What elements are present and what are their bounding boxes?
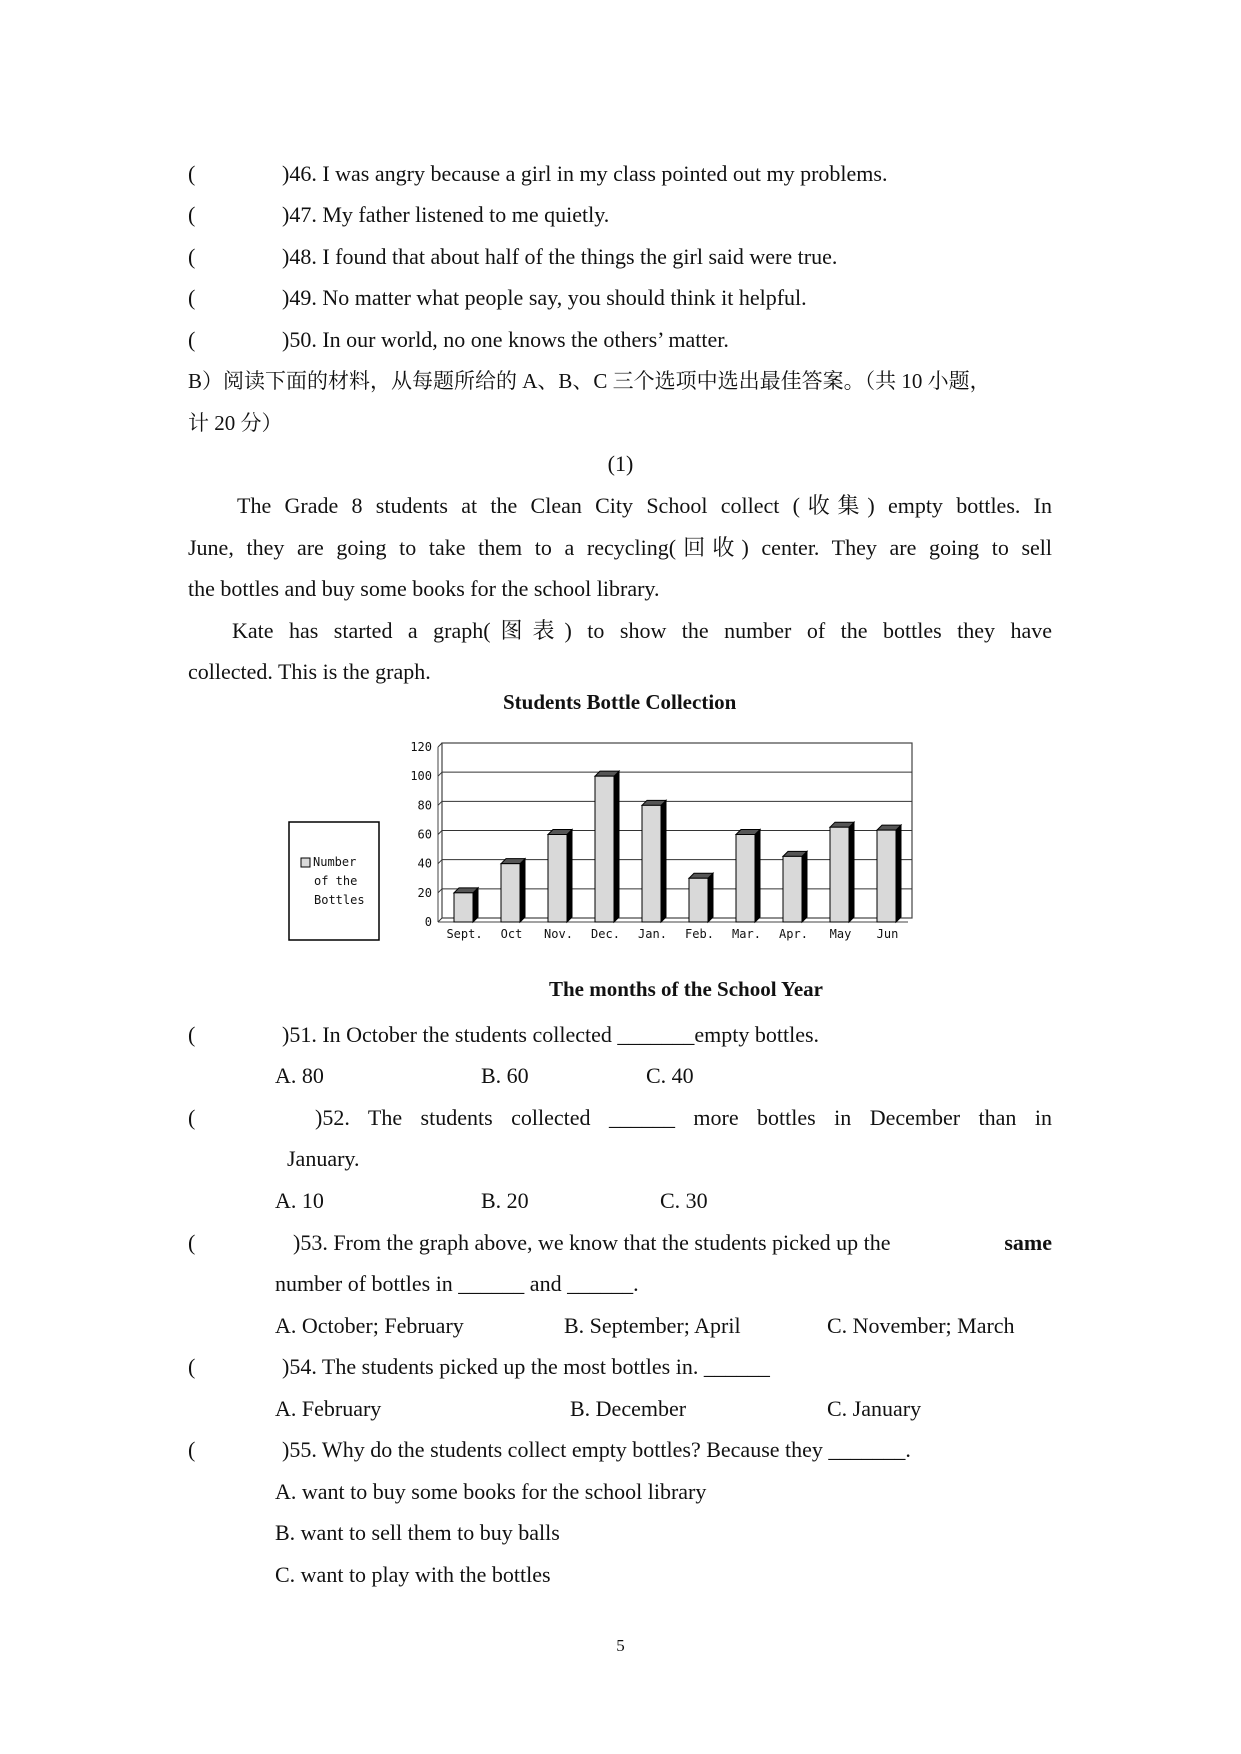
answer-paren: ( — [188, 161, 196, 186]
q55-option-c: C. want to play with the bottles — [275, 1562, 551, 1587]
bar-top — [830, 822, 854, 827]
q53-option-b: B. September; April — [564, 1313, 741, 1338]
x-tick-label: Dec. — [591, 927, 620, 941]
x-tick-label: May — [829, 927, 852, 941]
bar-chart — [280, 730, 920, 950]
q51-option-b: B. 60 — [481, 1063, 529, 1088]
bar-side — [708, 873, 713, 922]
chart-x-axis-label: The months of the School Year — [549, 977, 823, 1001]
question-51: )51. In October the students collected _______empty bottles. — [282, 1022, 820, 1047]
bar-side — [661, 800, 666, 922]
passage-number: (1) — [607, 451, 634, 476]
x-tick-label: Nov. — [544, 927, 573, 941]
question-50: )50. In our world, no one knows the others’ matter. — [282, 327, 729, 352]
gridline-connector — [438, 918, 442, 922]
bar-side — [849, 822, 854, 922]
q54-option-b: B. December — [570, 1396, 687, 1421]
bar-side — [473, 888, 478, 922]
bar — [642, 805, 661, 922]
question-52-cont: January. — [287, 1146, 360, 1171]
passage-p1-line2: June, they are going to take them to a recycling(回收) center. They are going to sell — [188, 535, 1052, 560]
q51-option-a: A. 80 — [275, 1063, 324, 1088]
bar-side — [896, 825, 901, 922]
answer-paren: ( — [188, 244, 196, 269]
bar-top — [689, 873, 713, 878]
bar — [501, 864, 520, 922]
q55-option-a: A. want to buy some books for the school library — [275, 1479, 707, 1504]
q51-option-c: C. 40 — [646, 1063, 694, 1088]
x-tick-label: Apr. — [779, 927, 808, 941]
section-b-instructions-line2: 计 20 分） — [188, 411, 283, 435]
y-tick-label: 80 — [417, 798, 432, 813]
question-53-cont: number of bottles in ______ and ______. — [275, 1271, 639, 1296]
passage-p1-line3: the bottles and buy some books for the school library. — [188, 576, 660, 601]
legend-label-line3: Bottles — [314, 893, 365, 907]
bar-top — [501, 859, 525, 864]
bar — [877, 830, 896, 922]
answer-paren: ( — [188, 1354, 196, 1379]
y-tick-label: 40 — [417, 856, 432, 871]
bar-top — [877, 825, 901, 830]
q55-option-b: B. want to sell them to buy balls — [275, 1520, 560, 1545]
bar-top — [783, 851, 807, 856]
answer-paren: ( — [188, 1022, 196, 1047]
bar-side — [567, 830, 572, 923]
question-47: )47. My father listened to me quietly. — [282, 202, 610, 227]
x-tick-label: Oct — [500, 927, 523, 941]
section-b-instructions-line1: B）阅读下面的材料，从每题所给的 A、B、C 三个选项中选出最佳答案。（共 10 小题， — [188, 369, 991, 393]
question-54: )54. The students picked up the most bottles in. ______ — [282, 1354, 770, 1379]
q52-option-b: B. 20 — [481, 1188, 529, 1213]
chart-title: Students Bottle Collection — [503, 690, 737, 714]
bar-side — [802, 851, 807, 922]
question-55: )55. Why do the students collect empty bottles? Because they _______. — [282, 1437, 911, 1462]
page-number: 5 — [616, 1636, 625, 1655]
x-tick-label: Sept. — [446, 927, 483, 941]
passage-p2-line2: collected. This is the graph. — [188, 659, 431, 684]
x-tick-label: Mar. — [732, 927, 761, 941]
bar-top — [454, 888, 478, 893]
y-tick-label: 60 — [417, 827, 432, 842]
q54-option-a: A. February — [275, 1396, 382, 1421]
answer-paren: ( — [188, 202, 196, 227]
y-tick-label: 120 — [410, 740, 432, 754]
legend-label-line2: of the — [314, 874, 358, 888]
bar-side — [614, 771, 619, 922]
q54-option-c: C. January — [827, 1396, 922, 1421]
answer-paren: ( — [188, 1105, 196, 1130]
y-tick-label: 20 — [417, 885, 432, 900]
bar — [783, 856, 802, 922]
bar-side — [520, 859, 525, 922]
question-53-emphasis: same — [1004, 1230, 1052, 1255]
bar-side — [755, 830, 760, 923]
y-tick-label: 100 — [410, 769, 432, 784]
plot-area — [410, 740, 912, 941]
bar-top — [548, 830, 572, 835]
x-tick-label: Jan. — [638, 927, 667, 941]
chart-legend — [289, 822, 379, 940]
bar-top — [736, 830, 760, 835]
answer-paren: ( — [188, 285, 196, 310]
y-tick-label: 0 — [424, 915, 432, 929]
x-tick-label: Feb. — [685, 927, 714, 941]
bar — [454, 893, 473, 922]
q52-option-a: A. 10 — [275, 1188, 324, 1213]
question-53 — [293, 1229, 1052, 1257]
x-tick-label: Jun — [876, 927, 899, 941]
answer-paren: ( — [188, 327, 196, 352]
bar-top — [595, 771, 619, 776]
q53-option-a: A. October; February — [275, 1313, 464, 1338]
answer-paren: ( — [188, 1230, 196, 1255]
answer-paren: ( — [188, 1437, 196, 1462]
question-48: )48. I found that about half of the things the girl said were true. — [282, 244, 838, 269]
bar — [595, 776, 614, 922]
bar — [830, 827, 849, 922]
question-49: )49. No matter what people say, you should think it helpful. — [282, 285, 807, 310]
question-46: )46. I was angry because a girl in my class pointed out my problems. — [282, 161, 888, 186]
bar-top — [642, 800, 666, 805]
q52-option-c: C. 30 — [660, 1188, 708, 1213]
legend-swatch — [301, 858, 310, 867]
legend-label-line1: Number — [313, 855, 357, 869]
q53-option-c: C. November; March — [827, 1313, 1015, 1338]
question-53-text: )53. From the graph above, we know that the students picked up the — [293, 1230, 891, 1255]
bar — [548, 835, 567, 923]
bar — [736, 835, 755, 923]
question-52: )52. The students collected ______ more bottles in December than in — [315, 1105, 1052, 1130]
passage-p1-line1: The Grade 8 students at the Clean City School collect (收集) empty bottles. In — [237, 493, 1052, 518]
bar — [689, 878, 708, 922]
passage-p2-line1: Kate has started a graph(图表) to show the number of the bottles they have — [232, 618, 1052, 643]
